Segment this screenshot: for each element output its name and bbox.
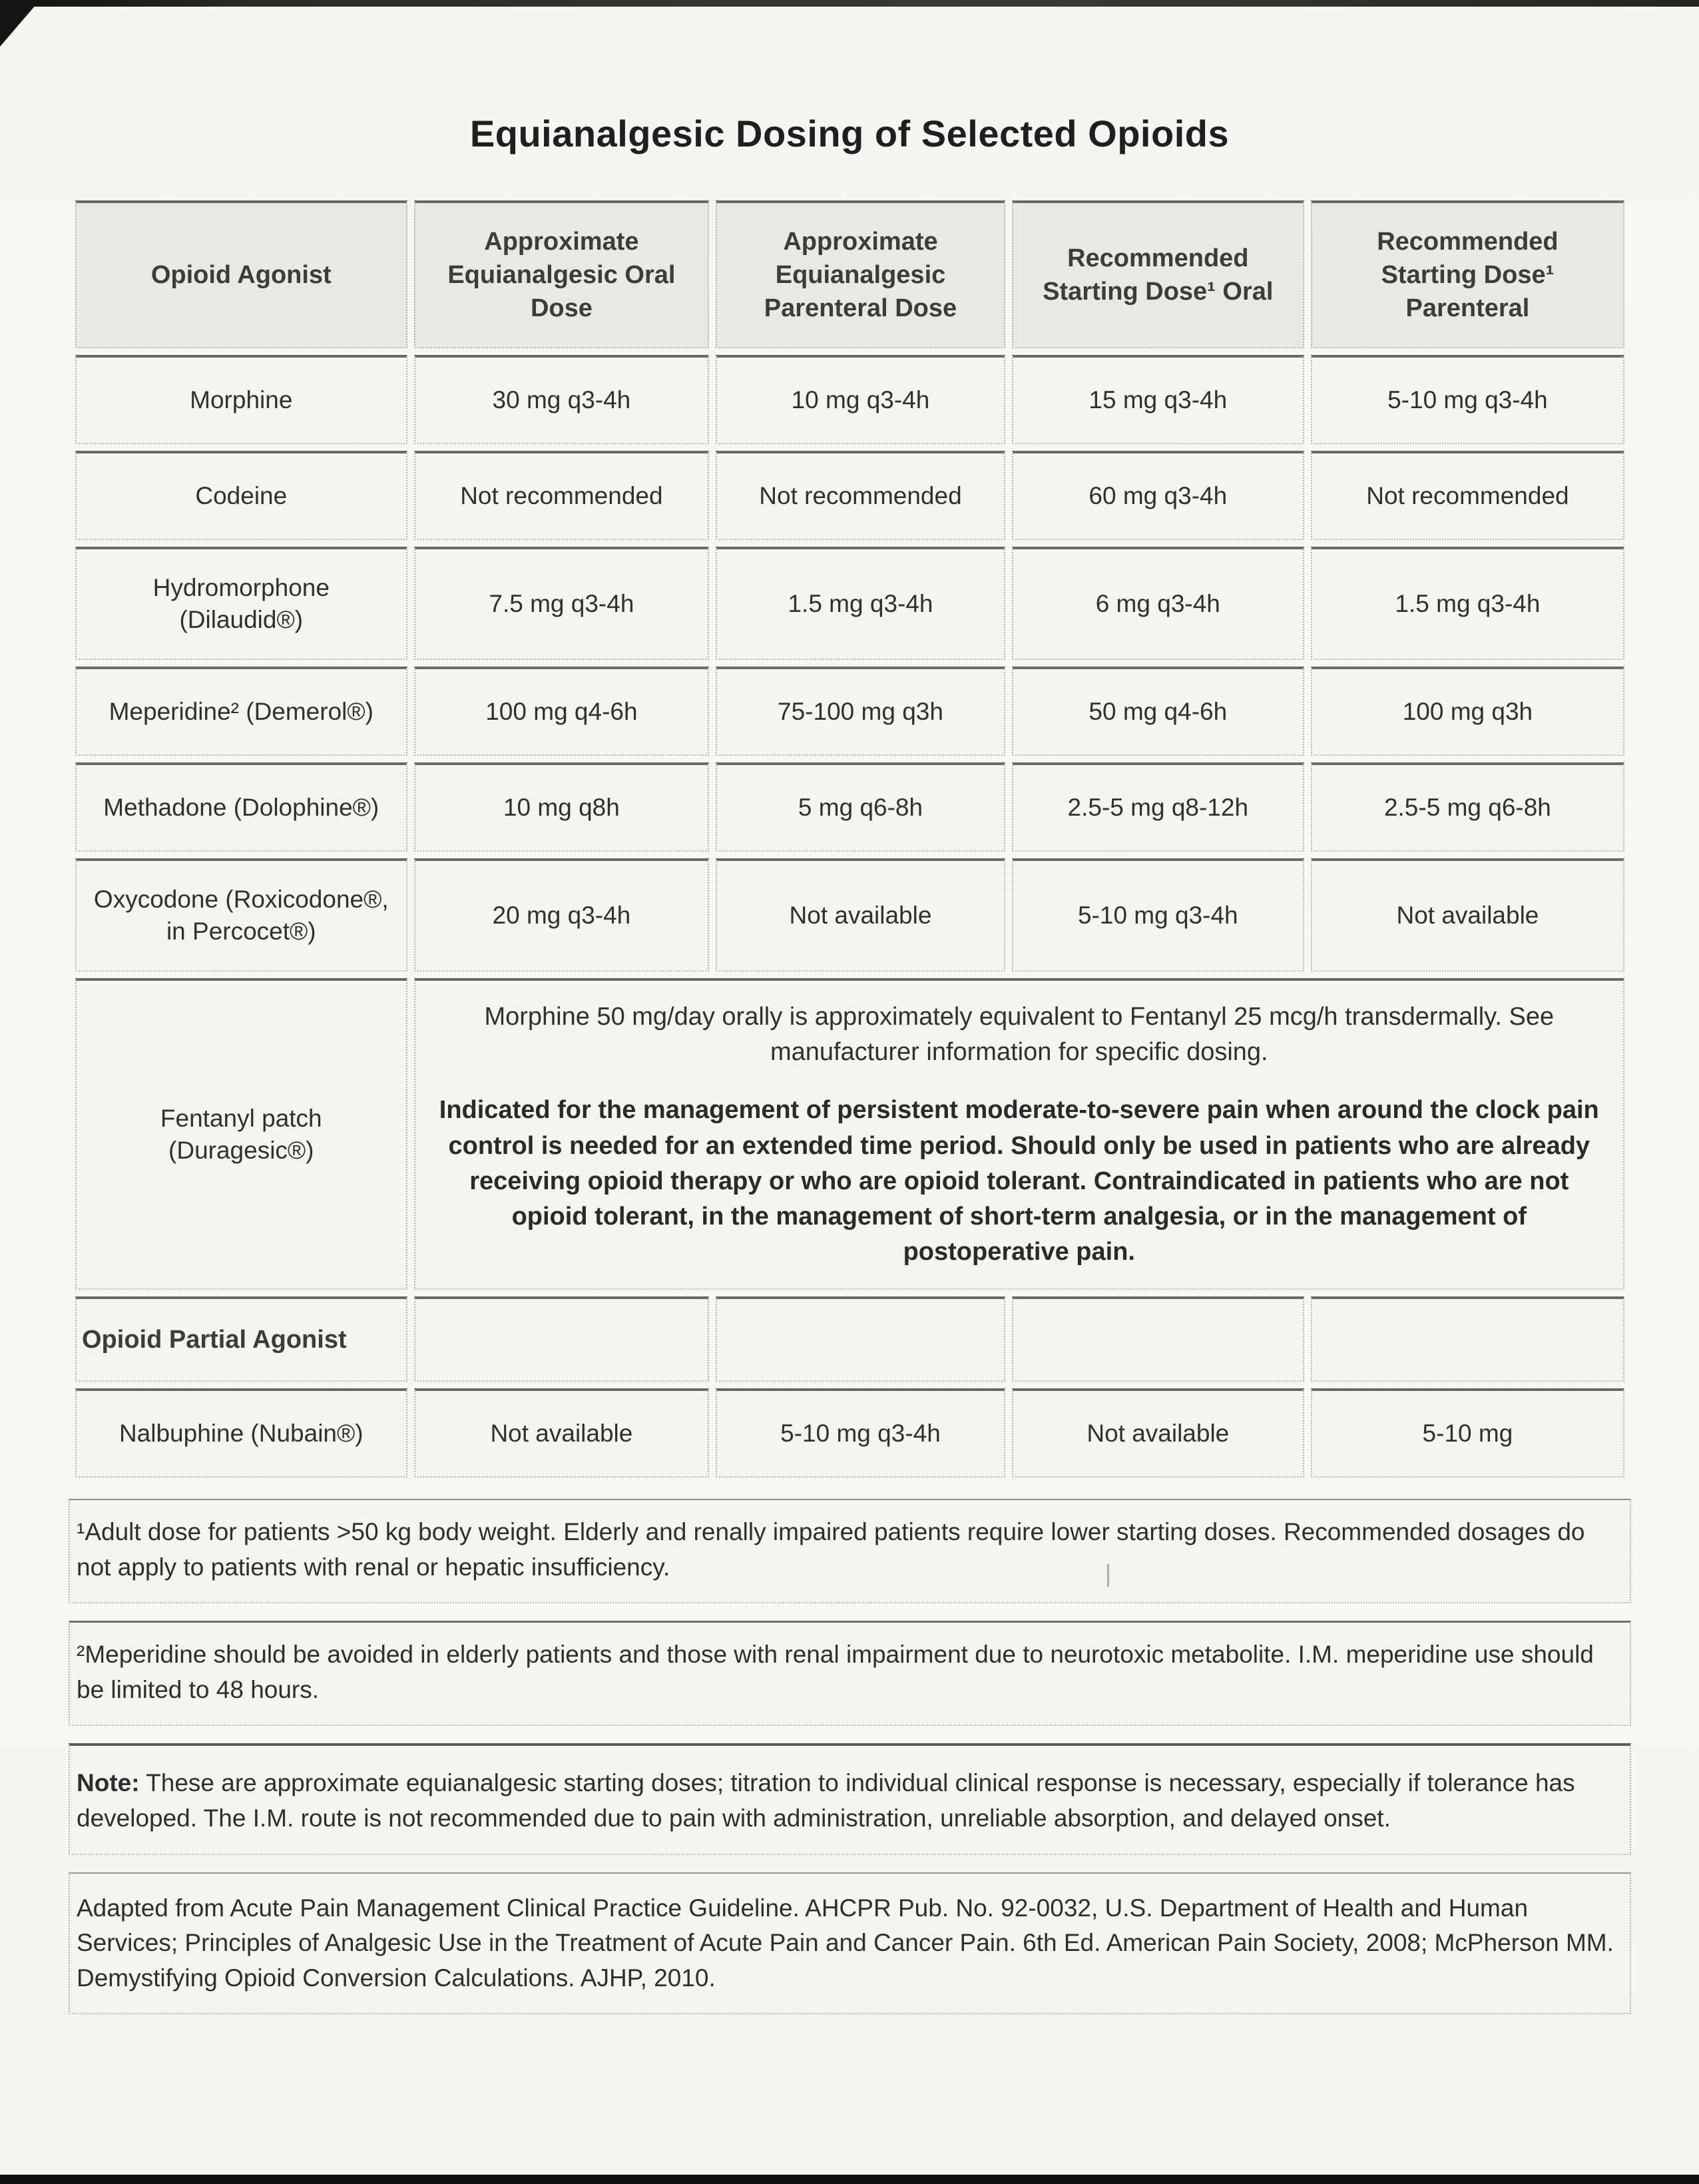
drug-name-cell: Fentanyl patch (Duragesic®) <box>75 978 407 1290</box>
dosing-table <box>69 194 1631 1484</box>
dose-cell: 1.5 mg q3-4h <box>716 547 1005 660</box>
empty-cell <box>414 1296 710 1382</box>
pen-mark <box>1107 1564 1109 1587</box>
drug-name-cell: Codeine <box>75 451 407 540</box>
column-header-starting-oral: Recommended Starting Dose¹ Oral <box>1012 200 1304 348</box>
dose-cell: 5-10 mg q3-4h <box>1311 355 1624 444</box>
scan-edge-bottom <box>0 2175 1699 2184</box>
dose-cell: 15 mg q3-4h <box>1012 355 1304 444</box>
table-row-nalbuphine <box>75 1388 1624 1478</box>
dose-cell: Not available <box>414 1388 710 1478</box>
note-box <box>69 1743 1631 1854</box>
scan-corner-top-left <box>0 0 40 47</box>
footnote-1 <box>69 1499 1631 1603</box>
column-header-starting-parenteral: Recommended Starting Dose¹ Parenteral <box>1311 200 1624 348</box>
fentanyl-info-cell <box>414 978 1624 1290</box>
dose-cell: 5-10 mg <box>1311 1388 1624 1478</box>
dose-cell: Not available <box>1012 1388 1304 1478</box>
drug-name-cell: Meperidine² (Demerol®) <box>75 667 407 756</box>
dose-cell: Not available <box>716 858 1005 971</box>
header-row <box>75 200 1624 348</box>
drug-name-cell: Morphine <box>75 355 407 444</box>
fentanyl-equivalence-text: Morphine 50 mg/day orally is approximately equivalent to Fentanyl 25 mcg/h transdermally. See manufacturer information for specific dosing. <box>484 1003 1555 1067</box>
citation-box <box>69 1872 1631 2015</box>
drug-name-cell: Hydromorphone (Dilaudid®) <box>75 547 407 660</box>
table-row-methadone <box>75 762 1624 852</box>
table-row-hydromorphone <box>75 547 1624 660</box>
dose-cell: 1.5 mg q3-4h <box>1311 547 1624 660</box>
note-label: Note: <box>77 1769 140 1797</box>
drug-name-cell: Nalbuphine (Nubain®) <box>75 1388 407 1478</box>
table-row-fentanyl <box>75 978 1624 1290</box>
table-row-codeine <box>75 451 1624 540</box>
dose-cell: 7.5 mg q3-4h <box>414 547 710 660</box>
footnote-2-text: ²Meperidine should be avoided in elderly patients and those with renal impairment due to neurotoxic metabolite. I.M. meperidine use should be limited to 48 hours. <box>77 1641 1594 1703</box>
dose-cell: 10 mg q3-4h <box>716 355 1005 444</box>
table-row-morphine <box>75 355 1624 444</box>
dose-cell: Not recommended <box>1311 451 1624 540</box>
dose-cell: 50 mg q4-6h <box>1012 667 1304 756</box>
dose-cell: 5-10 mg q3-4h <box>1012 858 1304 971</box>
footnote-1-text: ¹Adult dose for patients >50 kg body weight. Elderly and renally impaired patients require lower starting doses. Recommended dosages do not apply to patients with renal or hepatic insufficiency. <box>77 1518 1585 1581</box>
dose-cell: Not recommended <box>716 451 1005 540</box>
scan-edge-top <box>0 0 1699 7</box>
table-row-meperidine <box>75 667 1624 756</box>
dose-cell: 100 mg q3h <box>1311 667 1624 756</box>
empty-cell <box>1012 1296 1304 1382</box>
dose-cell: 6 mg q3-4h <box>1012 547 1304 660</box>
empty-cell <box>1311 1296 1624 1382</box>
dose-cell: Not available <box>1311 858 1624 971</box>
dose-cell: 75-100 mg q3h <box>716 667 1005 756</box>
drug-name-cell: Methadone (Dolophine®) <box>75 762 407 852</box>
column-header-parenteral-dose: Approximate Equianalgesic Parenteral Dose <box>716 200 1005 348</box>
dose-cell: 5-10 mg q3-4h <box>716 1388 1005 1478</box>
citation-text: Adapted from Acute Pain Management Clinical Practice Guideline. AHCPR Pub. No. 92-0032, U.S. Department of Health and Human Services; Principles of Analgesic Use in the Treatment of Acute Pain and Cancer Pain. 6th Ed. American Pain Society, 2008; McPherson MM. Demystifying Opioid Conversion Calculations. AJHP, 2010. <box>77 1894 1614 1992</box>
column-header-opioid-agonist: Opioid Agonist <box>75 200 407 348</box>
dose-cell: 2.5-5 mg q6-8h <box>1311 762 1624 852</box>
dose-cell: 100 mg q4-6h <box>414 667 710 756</box>
dose-cell: 20 mg q3-4h <box>414 858 710 971</box>
footnote-2 <box>69 1621 1631 1726</box>
dose-cell: 10 mg q8h <box>414 762 710 852</box>
dose-cell: 5 mg q6-8h <box>716 762 1005 852</box>
note-text: These are approximate equianalgesic starting doses; titration to individual clinical response is necessary, especially if tolerance has developed. The I.M. route is not recommended due to pain with administration, unreliable absorption, and delayed onset. <box>77 1769 1575 1832</box>
dose-cell: 2.5-5 mg q8-12h <box>1012 762 1304 852</box>
dose-cell: 30 mg q3-4h <box>414 355 710 444</box>
section-label-opioid-partial-agonist: Opioid Partial Agonist <box>75 1296 407 1382</box>
dose-cell: 60 mg q3-4h <box>1012 451 1304 540</box>
drug-name-cell: Oxycodone (Roxicodone®, in Percocet®) <box>75 858 407 971</box>
table-row-partial-agonist-section <box>75 1296 1624 1382</box>
empty-cell <box>716 1296 1005 1382</box>
dose-cell: Not recommended <box>414 451 710 540</box>
table-row-oxycodone <box>75 858 1624 971</box>
column-header-oral-dose: Approximate Equianalgesic Oral Dose <box>414 200 710 348</box>
page-title: Equianalgesic Dosing of Selected Opioids <box>469 113 1230 154</box>
fentanyl-indication-text: Indicated for the management of persistent moderate-to-severe pain when around the clock pain control is needed for an extended time period. Should only be used in patients who are already receiving opioid therapy or who are opioid tolerant. Contraindicated in patients who are not opioid tolerant, in the management of short-term analgesia, or in the management of postoperative pain. <box>439 1096 1599 1266</box>
